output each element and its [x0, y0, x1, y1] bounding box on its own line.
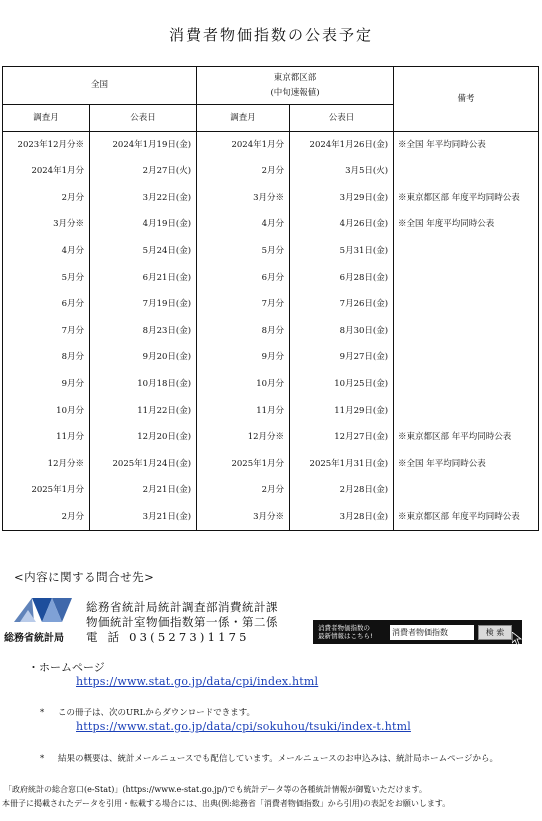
tokyo-release-date-cell: 2月28日(金)	[290, 477, 394, 504]
tokyo-survey-month-cell: 8月分	[197, 318, 290, 345]
note-star: *	[40, 754, 45, 764]
tokyo-release-date-cell: 5月31日(金)	[290, 238, 394, 265]
header-national-date: 公表日	[90, 105, 197, 132]
table-row	[3, 132, 539, 159]
national-release-date-cell: 7月19日(金)	[90, 291, 197, 318]
remarks-cell: ※東京都区部 年度平均同時公表	[394, 185, 539, 212]
national-release-date-cell: 2月27日(火)	[90, 158, 197, 185]
table-row	[3, 371, 539, 398]
release-schedule-table	[2, 66, 539, 531]
tokyo-survey-month-cell: 9月分	[197, 344, 290, 371]
contact-phone: 電 話 03(5273)1175	[86, 630, 250, 644]
remarks-cell: ※全国 年度平均同時公表	[394, 211, 539, 238]
header-national: 全国	[3, 67, 197, 105]
national-survey-month-cell: 7月分	[3, 318, 90, 345]
table-row	[3, 264, 539, 291]
tokyo-release-date-cell: 3月28日(金)	[290, 504, 394, 531]
header-tokyo-sublabel: (中旬速報値)	[270, 87, 320, 98]
tokyo-release-date-cell: 10月25日(金)	[290, 371, 394, 398]
national-release-date-cell: 12月20日(金)	[90, 424, 197, 451]
search-input[interactable]: 消費者物価指数	[390, 625, 474, 640]
contact-heading: <内容に関する問合せ先>	[14, 570, 155, 584]
remarks-cell	[394, 344, 539, 371]
national-survey-month-cell: 4月分	[3, 238, 90, 265]
national-survey-month-cell: 3月分※	[3, 211, 90, 238]
download-link[interactable]: https://www.stat.go.jp/data/cpi/sokuhou/tsuki/index-t.html	[76, 720, 411, 733]
national-survey-month-cell: 2024年1月分	[3, 158, 90, 185]
remarks-cell	[394, 158, 539, 185]
search-caption	[318, 624, 373, 640]
header-tokyo-date: 公表日	[290, 105, 394, 132]
tokyo-survey-month-cell: 2月分	[197, 477, 290, 504]
search-button[interactable]: 検 索	[478, 625, 512, 640]
mail-news-note	[40, 752, 498, 764]
national-release-date-cell: 2025年1月24日(金)	[90, 451, 197, 478]
tokyo-survey-month-cell: 11月分	[197, 397, 290, 424]
tokyo-release-date-cell: 6月28日(金)	[290, 264, 394, 291]
national-release-date-cell: 2月21日(金)	[90, 477, 197, 504]
page-title: 消費者物価指数の公表予定	[168, 26, 373, 44]
table-row	[3, 504, 539, 531]
tokyo-survey-month-cell: 4月分	[197, 211, 290, 238]
national-survey-month-cell: 8月分	[3, 344, 90, 371]
contact-section: 物価統計室物価指数第一係・第二係	[86, 615, 278, 629]
tokyo-survey-month-cell: 10月分	[197, 371, 290, 398]
tokyo-release-date-cell: 4月26日(金)	[290, 211, 394, 238]
national-release-date-cell: 6月21日(金)	[90, 264, 197, 291]
table-row	[3, 291, 539, 318]
remarks-cell	[394, 238, 539, 265]
national-release-date-cell: 2024年1月19日(金)	[90, 132, 197, 159]
table-row	[3, 424, 539, 451]
tokyo-release-date-cell: 11月29日(金)	[290, 397, 394, 424]
header-remarks: 備考	[394, 67, 539, 132]
download-note-text: この冊子は、次のURLからダウンロードできます。	[58, 708, 256, 718]
remarks-cell	[394, 397, 539, 424]
header-tokyo-label: 東京都区部	[273, 73, 317, 84]
tokyo-survey-month-cell: 6月分	[197, 264, 290, 291]
note-star: *	[40, 708, 45, 718]
tokyo-release-date-cell: 7月26日(金)	[290, 291, 394, 318]
table-row	[3, 185, 539, 212]
tokyo-release-date-cell: 2025年1月31日(金)	[290, 451, 394, 478]
table-row	[3, 344, 539, 371]
footer-estat: 「政府統計の総合窓口(e-Stat)」(https://www.e-stat.go.jp/)でも統計データ等の各種統計情報が御覧いただけます。	[4, 785, 427, 794]
national-survey-month-cell: 6月分	[3, 291, 90, 318]
header-tokyo	[197, 67, 394, 105]
tokyo-release-date-cell: 3月5日(火)	[290, 158, 394, 185]
table-row	[3, 158, 539, 185]
national-release-date-cell: 4月19日(金)	[90, 211, 197, 238]
table-row	[3, 397, 539, 424]
table-row	[3, 238, 539, 265]
homepage-link[interactable]: https://www.stat.go.jp/data/cpi/index.html	[76, 675, 319, 688]
tokyo-survey-month-cell: 5月分	[197, 238, 290, 265]
table-row	[3, 477, 539, 504]
contact-details	[86, 600, 278, 645]
stat-bureau-logo-text: 総務省統計局	[4, 633, 64, 644]
mail-news-text: 結果の概要は、統計メールニュースでも配信しています。メールニュースのお申込みは、統計局ホームページから。	[58, 754, 498, 764]
remarks-cell: ※東京都区部 年平均同時公表	[394, 424, 539, 451]
national-survey-month-cell: 11月分	[3, 424, 90, 451]
search-caption-line2: 最新情報はこちら!	[318, 632, 373, 640]
tokyo-release-date-cell: 2024年1月26日(金)	[290, 132, 394, 159]
header-national-month: 調査月	[3, 105, 90, 132]
national-survey-month-cell: 2023年12月分※	[3, 132, 90, 159]
remarks-cell: ※東京都区部 年度平均同時公表	[394, 504, 539, 531]
table-row	[3, 451, 539, 478]
tokyo-survey-month-cell: 3月分※	[197, 185, 290, 212]
remarks-cell	[394, 477, 539, 504]
tokyo-release-date-cell: 9月27日(金)	[290, 344, 394, 371]
remarks-cell	[394, 264, 539, 291]
footer-citation: 本冊子に掲載されたデータを引用・転載する場合には、出典(例:総務省「消費者物価指数」から引用)の表記をお願いします。	[2, 799, 451, 808]
national-survey-month-cell: 2月分	[3, 185, 90, 212]
tokyo-release-date-cell: 3月29日(金)	[290, 185, 394, 212]
search-banner	[313, 620, 522, 644]
remarks-cell: ※全国 年平均同時公表	[394, 451, 539, 478]
national-survey-month-cell: 2月分	[3, 504, 90, 531]
table-body	[3, 132, 539, 531]
remarks-cell	[394, 371, 539, 398]
national-release-date-cell: 3月22日(金)	[90, 185, 197, 212]
national-release-date-cell: 11月22日(金)	[90, 397, 197, 424]
table-row	[3, 211, 539, 238]
remarks-cell	[394, 291, 539, 318]
download-note	[40, 706, 255, 718]
header-tokyo-month: 調査月	[197, 105, 290, 132]
national-release-date-cell: 3月21日(金)	[90, 504, 197, 531]
tokyo-survey-month-cell: 2024年1月分	[197, 132, 290, 159]
national-survey-month-cell: 12月分※	[3, 451, 90, 478]
tokyo-survey-month-cell: 2025年1月分	[197, 451, 290, 478]
tokyo-survey-month-cell: 7月分	[197, 291, 290, 318]
remarks-cell: ※全国 年平均同時公表	[394, 132, 539, 159]
national-survey-month-cell: 2025年1月分	[3, 477, 90, 504]
national-survey-month-cell: 9月分	[3, 371, 90, 398]
national-release-date-cell: 10月18日(金)	[90, 371, 197, 398]
tokyo-release-date-cell: 12月27日(金)	[290, 424, 394, 451]
national-survey-month-cell: 5月分	[3, 264, 90, 291]
search-caption-line1: 消費者物価指数の	[318, 624, 370, 632]
tokyo-survey-month-cell: 12月分※	[197, 424, 290, 451]
table-row	[3, 318, 539, 345]
tokyo-release-date-cell: 8月30日(金)	[290, 318, 394, 345]
mouse-pointer-icon	[512, 632, 522, 646]
tokyo-survey-month-cell: 3月分※	[197, 504, 290, 531]
national-release-date-cell: 5月24日(金)	[90, 238, 197, 265]
national-release-date-cell: 9月20日(金)	[90, 344, 197, 371]
national-release-date-cell: 8月23日(金)	[90, 318, 197, 345]
tokyo-survey-month-cell: 2月分	[197, 158, 290, 185]
contact-department: 総務省統計局統計調査部消費統計課	[86, 600, 278, 614]
homepage-label: ・ホームページ	[28, 661, 105, 674]
remarks-cell	[394, 318, 539, 345]
national-survey-month-cell: 10月分	[3, 397, 90, 424]
